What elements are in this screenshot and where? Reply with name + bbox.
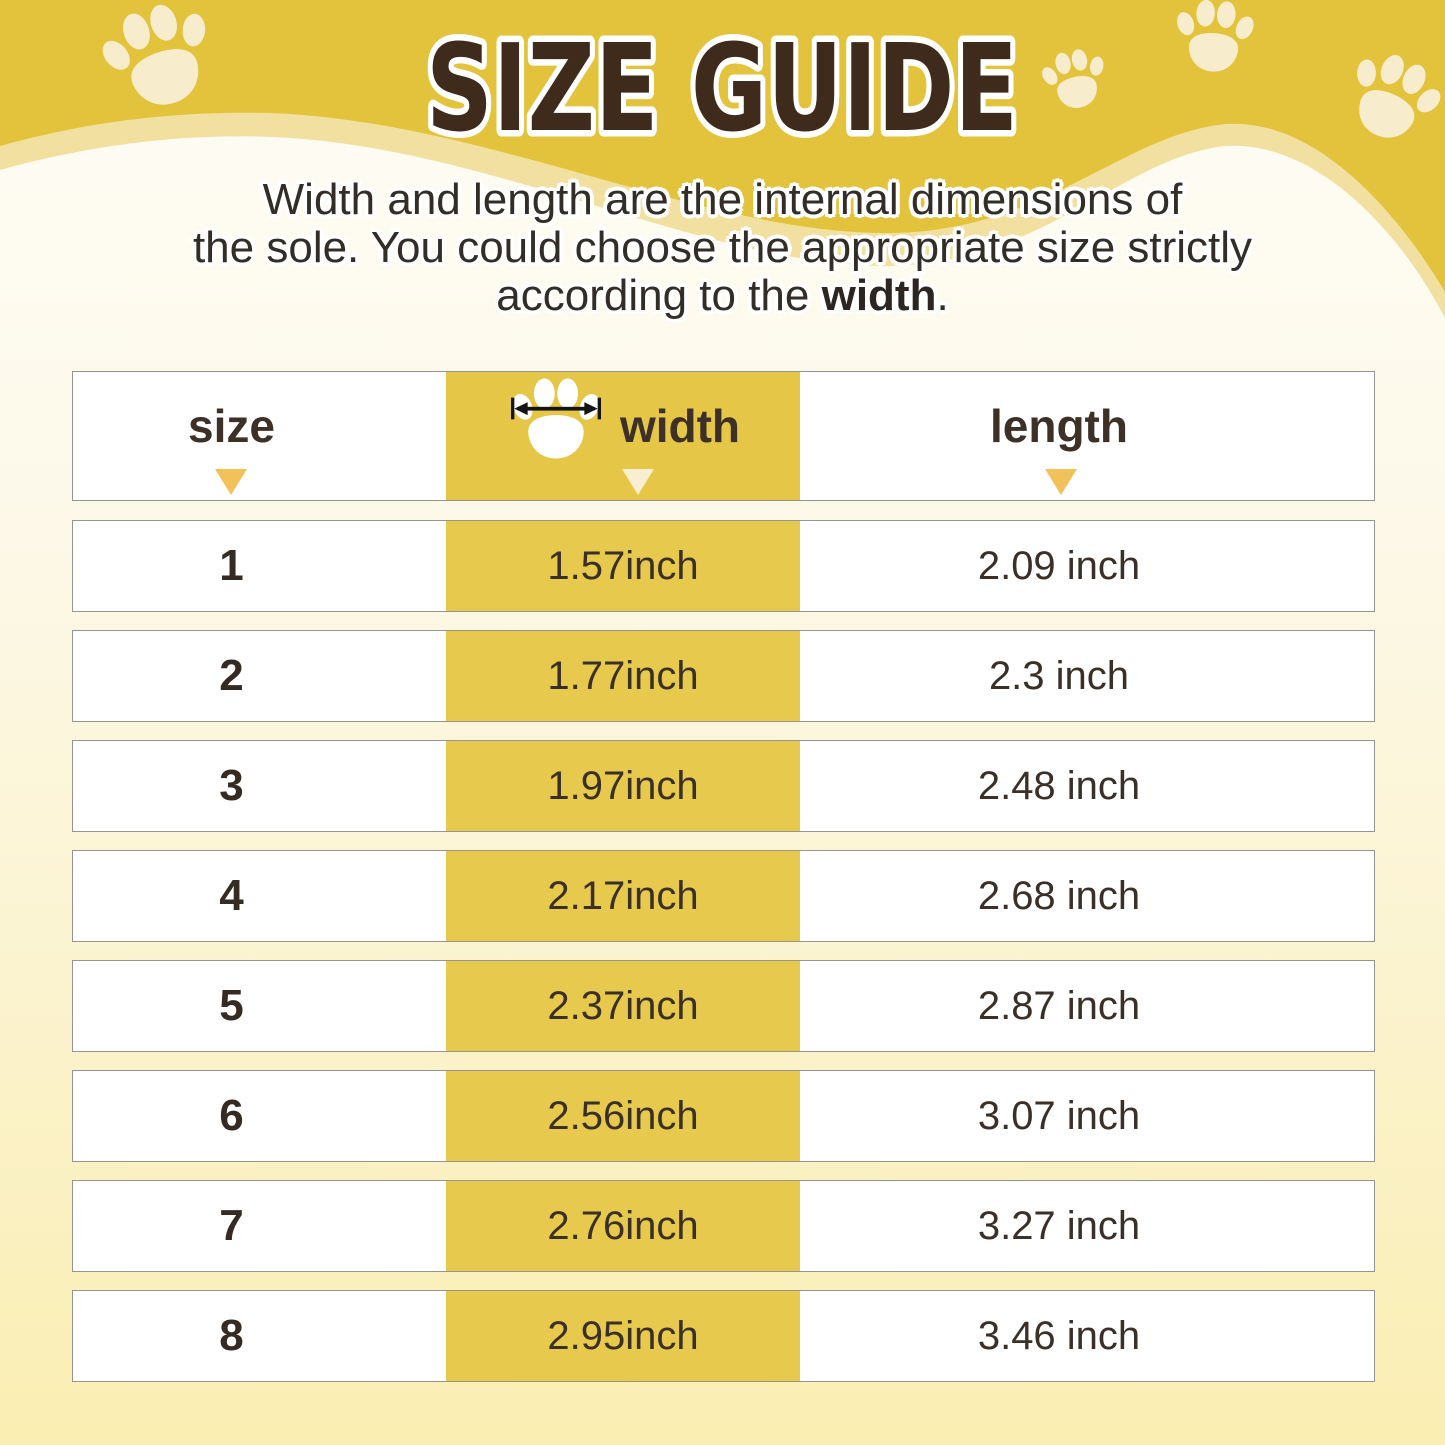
paw-print-width-arrow-icon [506,374,606,478]
table-row [72,850,1375,942]
size-value: 4 [219,871,244,920]
table-row [72,1070,1375,1162]
width-column-marker-icon [622,469,654,495]
description-line: Width and length are the internal dimensions of [262,175,1183,224]
page-title: SIZE GUIDE [426,20,1018,159]
size-value: 5 [219,981,244,1030]
table-row [72,520,1375,612]
length-column-marker-icon [1045,469,1077,495]
length-value: 3.46 inch [977,1313,1141,1358]
size-value: 7 [219,1201,244,1250]
length-value: 3.07 inch [977,1093,1141,1138]
size-value: 2 [219,651,244,700]
column-header-size: size [188,400,275,452]
length-value: 2.09 inch [977,543,1141,588]
width-value: 2.76inch [547,1203,699,1248]
table-header-row [72,371,1375,501]
table-row [72,740,1375,832]
length-value: 2.87 inch [977,983,1141,1028]
length-value: 2.48 inch [977,763,1141,808]
table-row [72,630,1375,722]
size-table [72,371,1375,1382]
column-header-width: width [619,400,741,452]
size-value: 1 [219,541,244,590]
width-value: 2.56inch [547,1093,699,1138]
size-column-marker-icon [215,469,247,495]
size-value: 6 [219,1091,244,1140]
width-value: 1.57inch [547,543,699,588]
length-value: 2.3 inch [988,653,1130,698]
column-header-length: length [990,400,1128,452]
width-value: 1.77inch [547,653,699,698]
table-row [72,1180,1375,1272]
width-value: 1.97inch [547,763,699,808]
length-value: 3.27 inch [977,1203,1141,1248]
size-value: 8 [219,1311,244,1360]
width-emphasis: width [821,271,937,320]
size-value: 3 [219,761,244,810]
description-line: according to the width. [496,271,949,320]
width-value: 2.95inch [547,1313,699,1358]
width-value: 2.17inch [547,873,699,918]
width-value: 2.37inch [547,983,699,1028]
table-row [72,960,1375,1052]
description [0,176,1445,320]
table-row [72,1290,1375,1382]
description-line: the sole. You could choose the appropriate size strictly [192,223,1253,272]
length-value: 2.68 inch [977,873,1141,918]
